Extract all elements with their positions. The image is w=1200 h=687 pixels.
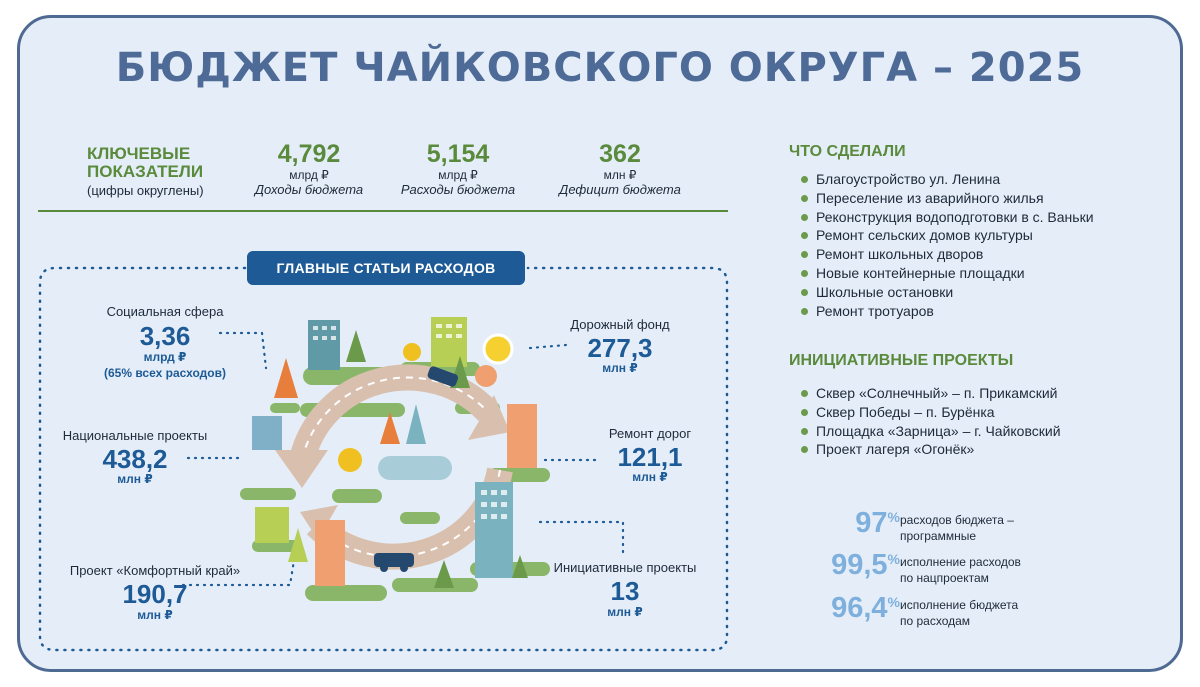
expense-value-social: 3,36 (139, 321, 191, 351)
key-note: (цифры округлены) (87, 183, 204, 198)
stat-desc-line: программные (900, 529, 976, 543)
list-item: Новые контейнерные площадки (800, 264, 1094, 283)
initiative-list (800, 384, 1061, 459)
kpi-value: 5,154 (426, 140, 490, 168)
stat-desc-line: исполнение расходов (900, 555, 1021, 569)
list-item: Ремонт тротуаров (800, 302, 1094, 321)
expense-value-national: 438,2 (102, 444, 168, 474)
stat-budget-exec-desc (900, 597, 1018, 629)
expense-value-initiative: 13 (610, 576, 640, 606)
list-item: Школьные остановки (800, 283, 1094, 302)
stat-budget-exec-value (790, 592, 900, 625)
percent-sign: % (887, 551, 900, 567)
expense-value-road-repair: 121,1 (617, 442, 683, 472)
expense-label-road-fund: Дорожный фонд (570, 317, 670, 332)
list-item: Ремонт школьных дворов (800, 245, 1094, 264)
kpi-value: 362 (599, 140, 641, 168)
kpi-caption: Дефицит бюджета (559, 182, 681, 197)
expense-label-road-repair: Ремонт дорог (608, 426, 692, 441)
expense-label-initiative: Инициативные проекты (553, 560, 697, 575)
done-heading: ЧТО СДЕЛАЛИ (789, 143, 906, 160)
percent-sign: % (887, 594, 900, 610)
expense-unit-road-repair: млн ₽ (632, 470, 668, 484)
expense-label-social: Социальная сфера (106, 304, 224, 319)
stat-desc-line: по нацпроектам (900, 571, 989, 585)
key-label-line1: КЛЮЧЕВЫЕ (87, 144, 191, 163)
kpi-caption: Доходы бюджета (254, 182, 364, 197)
stat-programmatic-desc (900, 512, 1014, 544)
list-item: Сквер Победы – п. Бурёнка (800, 403, 1061, 422)
kpi-deficit (540, 140, 700, 198)
list-item: Ремонт сельских домов культуры (800, 226, 1094, 245)
kpi-expenses (378, 140, 538, 198)
done-list (800, 170, 1094, 320)
key-label-line2: ПОКАЗАТЕЛИ (87, 162, 204, 181)
kpi-caption: Расходы бюджета (400, 182, 516, 197)
stat-desc-line: расходов бюджета – (900, 513, 1014, 527)
expense-label-national: Национальные проекты (62, 428, 208, 443)
initiative-heading: ИНИЦИАТИВНЫЕ ПРОЕКТЫ (789, 352, 1014, 369)
expense-unit-road-fund: млн ₽ (602, 361, 638, 375)
expense-unit-national: млн ₽ (117, 472, 153, 486)
expense-unit-social: млрд ₽ (143, 350, 187, 364)
expense-unit-initiative: млн ₽ (607, 605, 643, 619)
stat-desc-line: по расходам (900, 614, 971, 628)
stat-number: 97 (855, 507, 888, 539)
stat-number: 99,5 (831, 549, 888, 581)
main-expenses-badge: ГЛАВНЫЕ СТАТЬИ РАСХОДОВ (247, 251, 525, 285)
list-item: Переселение из аварийного жилья (800, 189, 1094, 208)
kpi-value: 4,792 (277, 140, 341, 168)
kpi-unit: млрд ₽ (438, 168, 478, 182)
divider (38, 210, 728, 212)
key-indicators-heading (87, 145, 203, 181)
kpi-unit: млн ₽ (603, 168, 637, 182)
kpi-revenue (229, 140, 389, 198)
stat-desc-line: исполнение бюджета (900, 598, 1019, 612)
list-item: Проект лагеря «Огонёк» (800, 440, 1061, 459)
expense-note-social: (65% всех расходов) (103, 366, 226, 380)
percent-sign: % (887, 509, 900, 525)
expense-value-road-fund: 277,3 (587, 333, 653, 363)
kpi-unit: млрд ₽ (289, 168, 329, 182)
list-item: Благоустройство ул. Ленина (800, 170, 1094, 189)
expense-label-comfort: Проект «Комфортный край» (69, 563, 241, 578)
list-item: Сквер «Солнечный» – п. Прикамский (800, 384, 1061, 403)
stat-number: 96,4 (831, 592, 888, 624)
stat-programmatic-value (790, 507, 900, 540)
list-item: Реконструкция водоподготовки в с. Ваньки (800, 208, 1094, 227)
page-title: БЮДЖЕТ ЧАЙКОВСКОГО ОКРУГА – 2025 (115, 45, 1085, 91)
expense-unit-comfort: млн ₽ (137, 608, 173, 622)
list-item: Площадка «Зарница» – г. Чайковский (800, 422, 1061, 441)
expense-value-comfort: 190,7 (122, 579, 188, 609)
stat-natprojects-desc (900, 554, 1021, 586)
stat-natprojects-value (790, 549, 900, 582)
